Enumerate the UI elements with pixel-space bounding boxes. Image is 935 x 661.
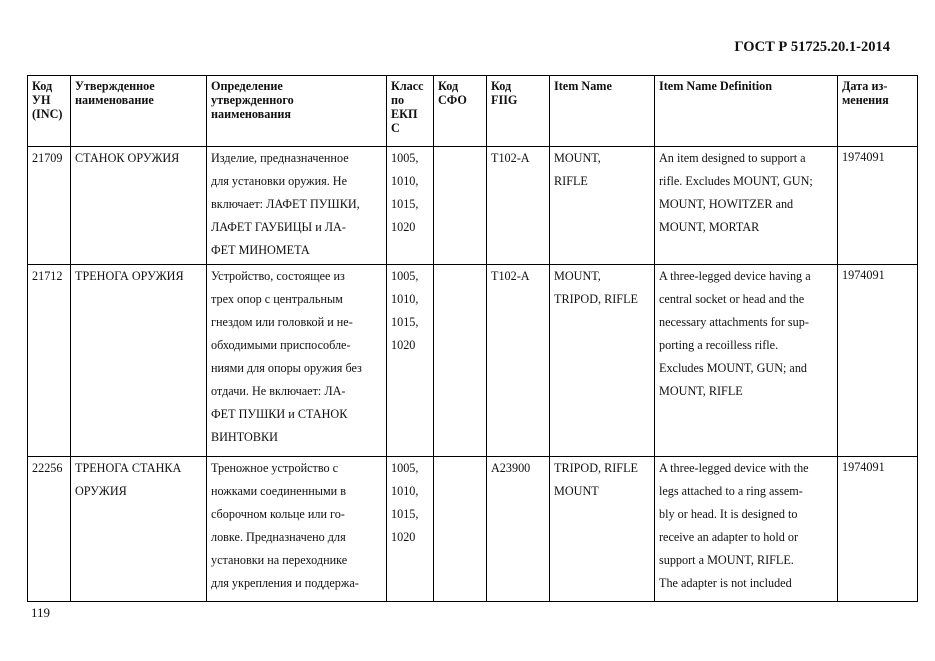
header-class: Класс по ЕКП С (387, 76, 434, 147)
cell-class: 1005, 1010, 1015, 1020 (387, 265, 434, 457)
cell-change-date: 1974091 (838, 457, 918, 602)
cell-definition: Треножное устройство с ножками соединенными в сборочном кольце или го- ловке. Предназначено для установки на переходнике для укрепления и поддержа- (207, 457, 387, 602)
cell-item-name: TRIPOD, RIFLE MOUNT (550, 457, 655, 602)
cell-sfo (434, 265, 487, 457)
cell-change-date: 1974091 (838, 265, 918, 457)
cell-approved-name: СТАНОК ОРУЖИЯ (71, 147, 207, 265)
cell-approved-name: ТРЕНОГА ОРУЖИЯ (71, 265, 207, 457)
cell-sfo (434, 457, 487, 602)
cell-fiig: T102-A (487, 265, 550, 457)
cell-item-definition: A three-legged device having a central socket or head and the necessary attachments for sup- porting a recoilless rifle. Excludes MOUNT, GUN; and MOUNT, RIFLE (655, 265, 838, 457)
cell-inc: 22256 (28, 457, 71, 602)
page-number: 119 (31, 605, 51, 620)
table-row (28, 147, 918, 265)
table-row (28, 265, 918, 457)
cell-fiig: A23900 (487, 457, 550, 602)
header-inc: Код УН (INC) (28, 76, 71, 147)
cell-inc: 21712 (28, 265, 71, 457)
header-definition: Определение утвержденного наименования (207, 76, 387, 147)
cell-item-definition: An item designed to support a rifle. Excludes MOUNT, GUN; MOUNT, HOWITZER and MOUNT, MORTAR (655, 147, 838, 265)
cell-item-name: MOUNT, RIFLE (550, 147, 655, 265)
cell-inc: 21709 (28, 147, 71, 265)
header-approved-name: Утвержденное наименование (71, 76, 207, 147)
cell-item-name: MOUNT, TRIPOD, RIFLE (550, 265, 655, 457)
cell-change-date: 1974091 (838, 147, 918, 265)
cell-sfo (434, 147, 487, 265)
header-change-date: Дата из- менения (838, 76, 918, 147)
cell-class: 1005, 1010, 1015, 1020 (387, 147, 434, 265)
registry-table (27, 75, 918, 602)
cell-class: 1005, 1010, 1015, 1020 (387, 457, 434, 602)
cell-item-definition: A three-legged device with the legs attached to a ring assem- bly or head. It is designed to receive an adapter to hold or support a MOUNT, RIFLE. The adapter is not included (655, 457, 838, 602)
table-row (28, 457, 918, 602)
header-item-definition: Item Name Definition (655, 76, 838, 147)
table-header-row (28, 76, 918, 147)
header-fiig: Код FIIG (487, 76, 550, 147)
cell-fiig: T102-A (487, 147, 550, 265)
cell-approved-name: ТРЕНОГА СТАНКА ОРУЖИЯ (71, 457, 207, 602)
header-item-name: Item Name (550, 76, 655, 147)
document-code: ГОСТ Р 51725.20.1-2014 (734, 39, 890, 55)
cell-definition: Изделие, предназначенное для установки оружия. Не включает: ЛАФЕТ ПУШКИ, ЛАФЕТ ГАУБИЦЫ и ЛА- ФЕТ МИНОМЕТА (207, 147, 387, 265)
header-sfo: Код СФО (434, 76, 487, 147)
cell-definition: Устройство, состоящее из трех опор с центральным гнездом или головкой и не- обходимыми приспособле- ниями для опоры оружия без отдачи. Не включает: ЛА- ФЕТ ПУШКИ и СТАНОК ВИНТОВКИ (207, 265, 387, 457)
